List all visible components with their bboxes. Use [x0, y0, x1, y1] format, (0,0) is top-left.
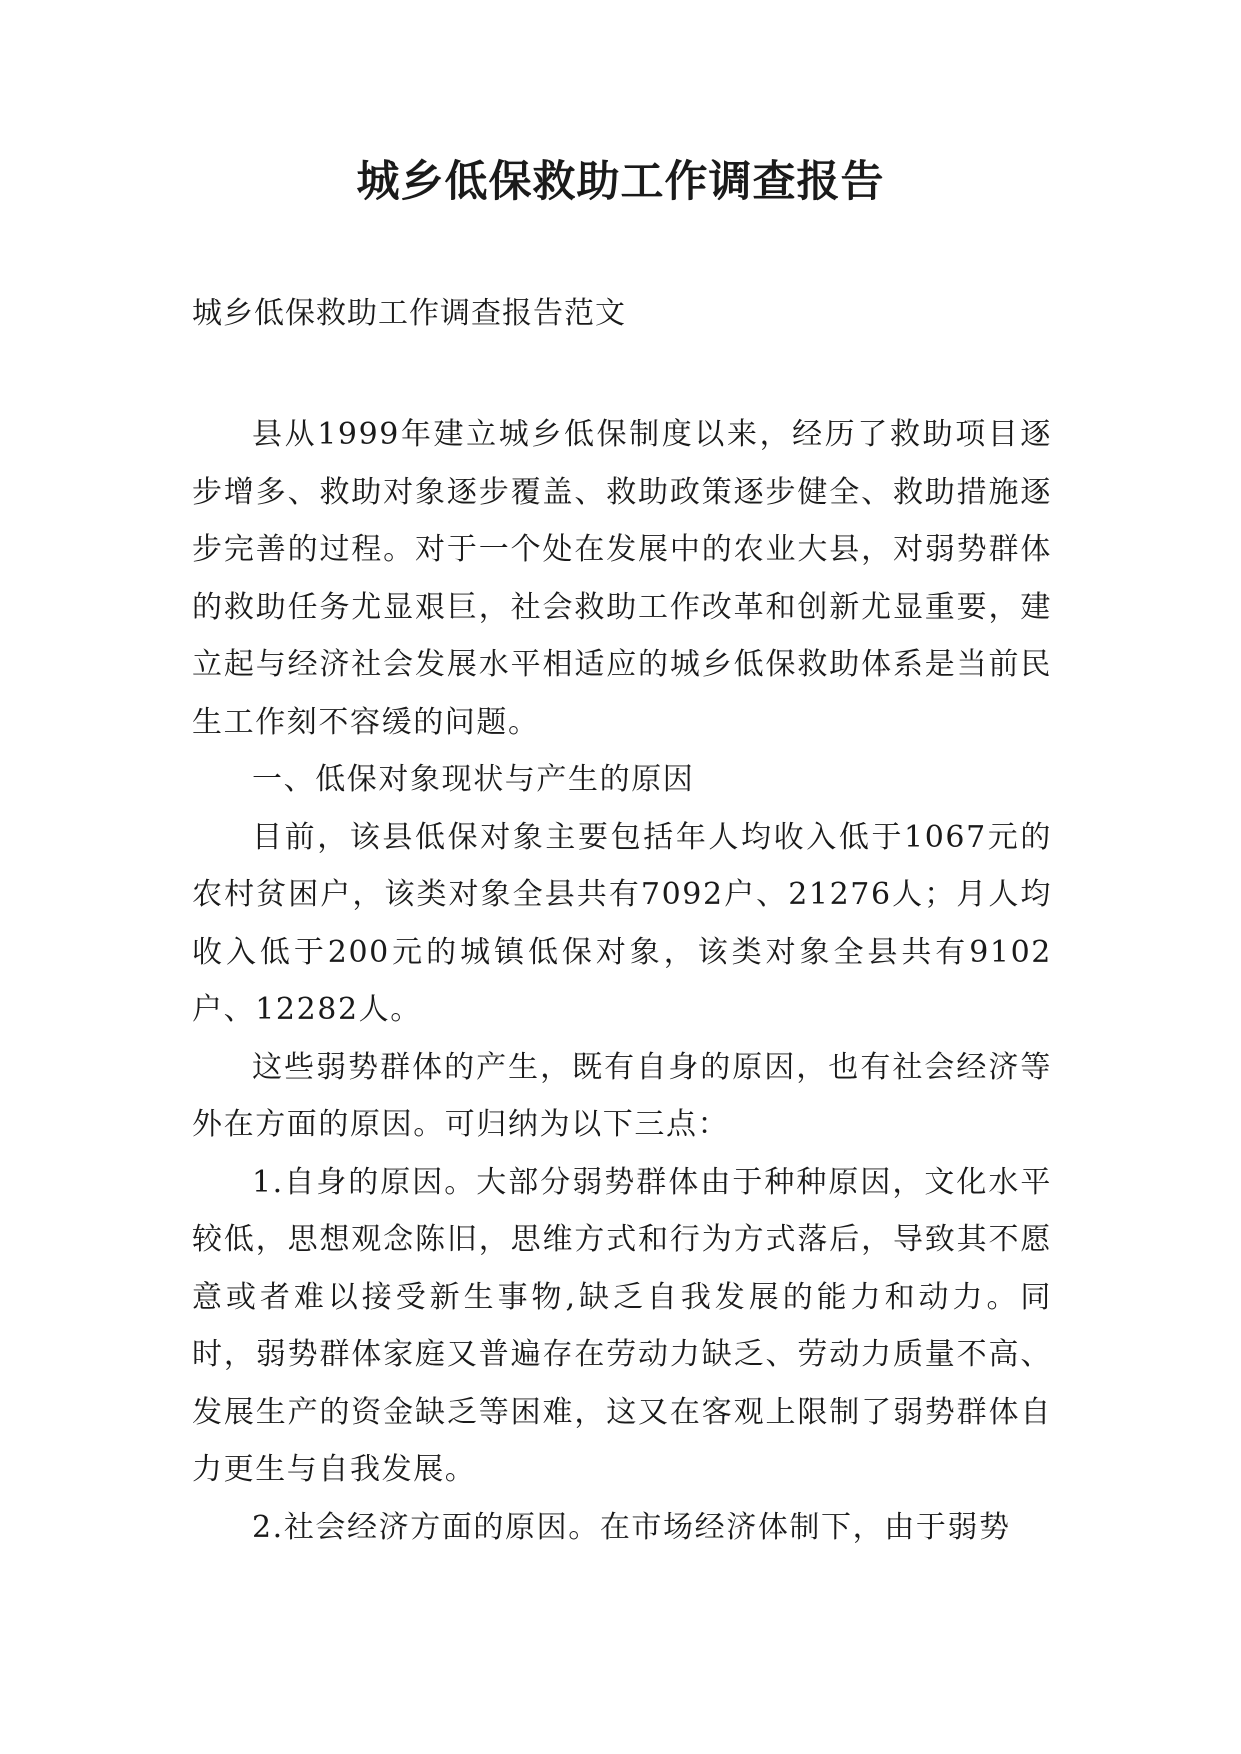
document-title: 城乡低保救助工作调查报告 — [356, 157, 885, 207]
document-body — [192, 406, 1052, 1556]
paragraph-cause-1: 1.自身的原因。大部分弱势群体由于种种原因，文化水平较低，思想观念陈旧，思维方式和行为方式落后，导致其不愿意或者难以接受新生事物,缺乏自我发展的能力和动力。同时，弱势群体家庭又普遍存在劳动力缺乏、劳动力质量不高、发展生产的资金缺乏等困难，这又在客观上限制了弱势群体自力更生与自我发展。 — [192, 1164, 1052, 1487]
paragraph-status: 目前，该县低保对象主要包括年人均收入低于1067元的农村贫困户，该类对象全县共有7092户、21276人；月人均收入低于200元的城镇低保对象，该类对象全县共有9102户、12282人。 — [192, 819, 1052, 1027]
paragraph-cause-2: 2.社会经济方面的原因。在市场经济体制下，由于弱势 — [252, 1509, 1011, 1545]
section-heading-1: 一、低保对象现状与产生的原因 — [252, 762, 695, 797]
paragraph-intro: 县从1999年建立城乡低保制度以来，经历了救助项目逐步增多、救助对象逐步覆盖、救助政策逐步健全、救助措施逐步完善的过程。对于一个处在发展中的农业大县，对弱势群体的救助任务尤显艰巨，社会救助工作改革和创新尤显重要，建立起与经济社会发展水平相适应的城乡低保救助体系是当前民生工作刻不容缓的问题。 — [192, 417, 1052, 740]
document-subtitle: 城乡低保救助工作调查报告范文 — [192, 296, 626, 331]
paragraph-causes-intro: 这些弱势群体的产生，既有自身的原因，也有社会经济等外在方面的原因。可归纳为以下三点： — [192, 1049, 1052, 1142]
